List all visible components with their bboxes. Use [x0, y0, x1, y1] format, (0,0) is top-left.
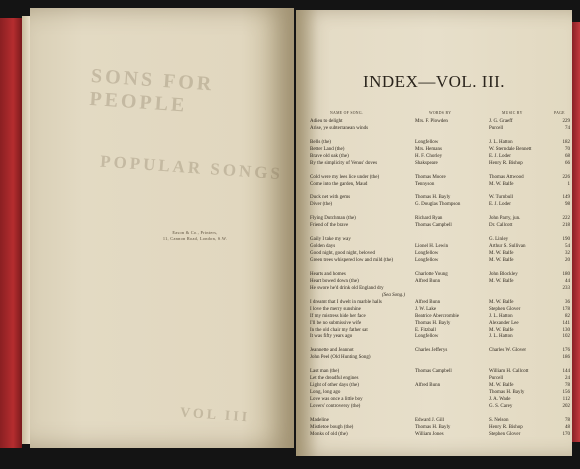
words-cell: Thomas Moore: [415, 174, 446, 180]
table-row: [296, 229, 572, 236]
page-cell: 68: [565, 153, 570, 159]
music-cell: J. L. Hatton: [489, 313, 513, 319]
song-cell: In the old chair my father sat: [310, 327, 368, 333]
table-row: [296, 243, 572, 250]
music-cell: M. W. Balfe: [489, 181, 514, 187]
page-cell: 82: [565, 313, 570, 319]
page-cell: 32: [565, 251, 570, 257]
words-cell: Beatrice Abercrombie: [415, 313, 460, 319]
table-row: [296, 368, 572, 375]
page-cell: 130: [562, 327, 570, 333]
page-cell: 44: [565, 278, 570, 284]
page-cell: 180: [562, 271, 570, 277]
music-cell: William H. Callcott: [489, 369, 529, 375]
music-cell: Henry R. Bishop: [489, 160, 523, 166]
song-cell: (Sea Song.): [382, 292, 406, 298]
page-cell: 182: [562, 139, 570, 145]
table-row: [296, 410, 572, 417]
page-cell: 112: [562, 397, 570, 402]
music-cell: E. J. Loder: [489, 153, 511, 159]
show-through-text-3: VOL III: [179, 405, 251, 426]
book-cover-right: [572, 22, 580, 442]
music-cell: Henry R. Bishop: [489, 424, 523, 430]
page-cell: 144: [562, 369, 570, 375]
song-cell: Green trees whispered low and mild (the): [310, 258, 394, 263]
table-row: [296, 153, 572, 160]
table-row: [296, 278, 572, 285]
song-cell: Brave old oak (the): [310, 153, 349, 159]
page-cell: 170: [562, 431, 570, 437]
table-row: [296, 264, 572, 271]
page-cell: 54: [565, 244, 570, 250]
song-cell: Adieu to delight: [310, 119, 343, 124]
song-cell: I dreamt that I dwelt in marble halls: [310, 299, 382, 305]
show-through-text-2: POPULAR SONGS: [99, 151, 284, 184]
table-row: [296, 139, 572, 146]
table-row: [296, 146, 572, 153]
table-row: [296, 313, 572, 320]
song-cell: Golden days: [310, 244, 336, 250]
music-cell: G. Linley: [489, 237, 509, 243]
table-row: [296, 257, 572, 264]
table-row: [296, 299, 572, 306]
words-cell: Tennyson: [415, 181, 435, 187]
table-row: [296, 417, 572, 424]
words-cell: Mrs. F. Plowden: [415, 119, 448, 124]
words-cell: E. Fitzball: [415, 327, 436, 333]
words-cell: Edward J. Gill: [415, 417, 445, 423]
music-cell: Alexander Lee: [489, 320, 519, 326]
music-cell: J. L. Hatton: [489, 334, 513, 340]
table-row: [296, 215, 572, 222]
words-cell: Alfred Bunn: [415, 278, 441, 284]
music-cell: G. S. Carey: [489, 403, 513, 409]
words-cell: Alfred Bunn: [415, 383, 441, 389]
table-row: [296, 431, 572, 438]
music-cell: M. W. Balfe: [489, 299, 514, 305]
page-cell: 222: [562, 216, 570, 222]
song-cell: Bells (the): [310, 139, 331, 145]
page-cell: 141: [562, 320, 570, 326]
page-cell: 190: [562, 237, 570, 243]
song-cell: Light of other days (the): [310, 383, 359, 389]
song-cell: Better Land (the): [310, 146, 345, 152]
header-song: NAME OF SONG.: [330, 111, 364, 115]
words-cell: Longfellow: [415, 251, 439, 257]
words-cell: Shakspeare: [415, 160, 438, 166]
music-cell: S. Nelson: [489, 417, 509, 423]
page-cell: 218: [562, 223, 570, 229]
page-cell: 156: [562, 390, 570, 396]
table-row: [296, 354, 572, 361]
words-cell: G. Douglas Thompson: [415, 202, 461, 208]
page-cell: 233: [562, 285, 570, 291]
page-cell: 176: [562, 348, 570, 354]
music-cell: Dr. Callcott: [489, 223, 513, 229]
music-cell: M. W. Balfe: [489, 251, 514, 257]
song-cell: Diver (the): [310, 202, 333, 208]
song-cell: Mistletoe bough (the): [310, 424, 354, 430]
table-row: [296, 132, 572, 139]
song-cell: I love the merry sunshine: [310, 306, 361, 312]
music-cell: J. G. Graeff: [489, 119, 513, 124]
words-cell: Charles Jefferys: [415, 348, 448, 354]
page-cell: 226: [562, 174, 570, 180]
words-cell: H. F. Chorley: [415, 153, 443, 159]
header-words: WORDS BY: [429, 111, 452, 115]
words-cell: Thomas H. Bayly: [415, 424, 451, 430]
song-cell: Jeannette and Jeannot: [310, 348, 354, 354]
table-row: [296, 292, 572, 299]
page-title: INDEX—VOL. III.: [362, 72, 506, 91]
song-cell: I'll be no submissive wife: [310, 320, 362, 326]
words-cell: Longfellow: [415, 139, 439, 145]
printer-line-1: Eason & Co., Printers,: [172, 230, 218, 235]
show-through-text-1: SONS FOR PEOPLE: [88, 64, 216, 117]
music-cell: E. J. Loder: [489, 202, 511, 208]
table-row: [296, 285, 572, 292]
song-cell: Flying Dutchman (the): [310, 216, 356, 222]
music-cell: Thomas H. Bayly: [489, 390, 525, 396]
page-cell: 66: [565, 160, 570, 166]
table-row: [296, 201, 572, 208]
song-cell: Last man (the): [310, 369, 340, 375]
song-cell: Arise, ye subterranean winds: [310, 125, 369, 131]
table-row: [296, 333, 572, 340]
music-cell: J. L. Hatton: [489, 139, 513, 145]
table-row: [296, 306, 572, 313]
words-cell: Thomas Campbell: [415, 369, 452, 375]
page-cell: 178: [562, 306, 570, 312]
music-cell: W. Turnbull: [489, 195, 513, 201]
music-cell: Charles W. Glover: [489, 348, 527, 354]
table-row: [296, 361, 572, 368]
page-cell: 1: [567, 181, 570, 187]
music-cell: M. W. Balfe: [489, 383, 514, 389]
table-row: [296, 396, 572, 403]
table-row: [296, 160, 572, 167]
table-row: [296, 188, 572, 195]
music-cell: M. W. Balfe: [489, 327, 514, 333]
table-row: [296, 181, 572, 188]
words-cell: Thomas H. Bayly: [415, 195, 451, 201]
words-cell: Mrs. Hemans: [415, 146, 442, 152]
words-cell: Richard Ryan: [415, 216, 443, 222]
table-row: [296, 320, 572, 327]
header-music: MUSIC BY: [502, 111, 523, 115]
page-cell: 78: [565, 383, 570, 389]
music-cell: M. W. Balfe: [489, 278, 514, 284]
page-cell: 48: [565, 424, 570, 430]
music-cell: J. A. Wade: [489, 397, 511, 402]
table-row: [296, 125, 572, 132]
song-cell: Cold were my lees lice under (the): [310, 174, 380, 180]
song-cell: By the simplicity of Venus' doves: [310, 160, 378, 166]
song-cell: Come into the garden, Maud: [310, 181, 368, 187]
song-cell: Friend of the brave: [310, 223, 349, 229]
song-cell: Long, long ago: [310, 390, 341, 396]
table-row: [296, 340, 572, 347]
printer-imprint: [130, 230, 260, 242]
table-row: [296, 271, 572, 278]
table-row: [296, 208, 572, 215]
page-cell: 202: [562, 403, 570, 409]
page-cell: 149: [562, 195, 570, 201]
column-headers: [296, 111, 572, 117]
song-cell: Love was once a little boy: [310, 397, 363, 402]
page-cell: 229: [562, 119, 570, 124]
table-row: [296, 194, 572, 201]
table-row: [296, 250, 572, 257]
table-row: [296, 403, 572, 410]
page-cell: 78: [565, 417, 570, 423]
words-cell: J. W. Lake: [415, 306, 437, 312]
table-row: [296, 167, 572, 174]
page-cell: 24: [565, 376, 570, 382]
table-row: [296, 222, 572, 229]
song-cell: Let the dreadful engines: [310, 376, 359, 382]
music-cell: Thomas Attwood: [489, 174, 524, 180]
page-cell: 102: [562, 334, 570, 340]
song-cell: Lovers' controversy (the): [310, 403, 361, 409]
music-cell: Stephen Glover: [489, 431, 521, 437]
words-cell: William Jones: [415, 431, 444, 437]
page-cell: 74: [565, 125, 570, 131]
page-cell: 186: [562, 355, 570, 361]
song-cell: Monks of old (the): [310, 431, 348, 437]
table-row: [296, 382, 572, 389]
music-cell: M. W. Balfe: [489, 258, 514, 263]
music-cell: Purcell: [489, 125, 504, 131]
words-cell: Lionel H. Lewin: [415, 244, 449, 250]
page-cell: 70: [565, 146, 570, 152]
table-row: [296, 375, 572, 382]
song-cell: If my mistress hide her face: [310, 313, 366, 319]
song-cell: Good night, good night, beloved: [310, 251, 375, 257]
song-cell: Gaily I take my way: [310, 237, 351, 243]
song-cell: It was fifty years ago: [310, 334, 353, 340]
table-row: [296, 118, 572, 125]
words-cell: Alfred Bunn: [415, 299, 441, 305]
song-cell: Heart bowed down (the): [310, 278, 359, 284]
song-cell: He swore he'd drink old England dry: [310, 285, 384, 291]
header-page: PAGE: [554, 111, 565, 115]
song-cell: Duck net with gems: [310, 195, 351, 201]
book-cover-left: [0, 18, 22, 448]
page-cell: 36: [565, 299, 570, 305]
table-row: [296, 347, 572, 354]
words-cell: Thomas Campbell: [415, 223, 452, 229]
words-cell: Longfellow: [415, 334, 439, 340]
song-cell: Madeline: [310, 417, 329, 423]
table-row: [296, 327, 572, 334]
music-cell: John Parry, jun.: [489, 216, 521, 222]
music-cell: Stephen Glover: [489, 306, 521, 312]
words-cell: Thomas H. Bayly: [415, 320, 451, 326]
table-row: [296, 236, 572, 243]
words-cell: Longfellow: [415, 258, 439, 263]
song-cell: John Peel (Old Hunting Song): [310, 355, 371, 361]
music-cell: W. Sterndale Bennett: [489, 146, 532, 152]
table-row: [296, 174, 572, 181]
music-cell: Purcell: [489, 376, 504, 382]
left-page: [30, 8, 294, 448]
song-cell: Hearts and homes: [310, 271, 346, 277]
table-row: [296, 424, 572, 431]
printer-line-2: 11, Cannon Road, London, S.W.: [162, 236, 228, 241]
page-cell: 20: [565, 258, 570, 263]
music-cell: John Blockley: [489, 271, 518, 277]
words-cell: Charlotte Young: [415, 271, 448, 277]
right-page: [296, 10, 572, 456]
page-cell: 98: [565, 202, 570, 208]
table-row: [296, 389, 572, 396]
music-cell: Arthur S. Sullivan: [489, 244, 526, 250]
